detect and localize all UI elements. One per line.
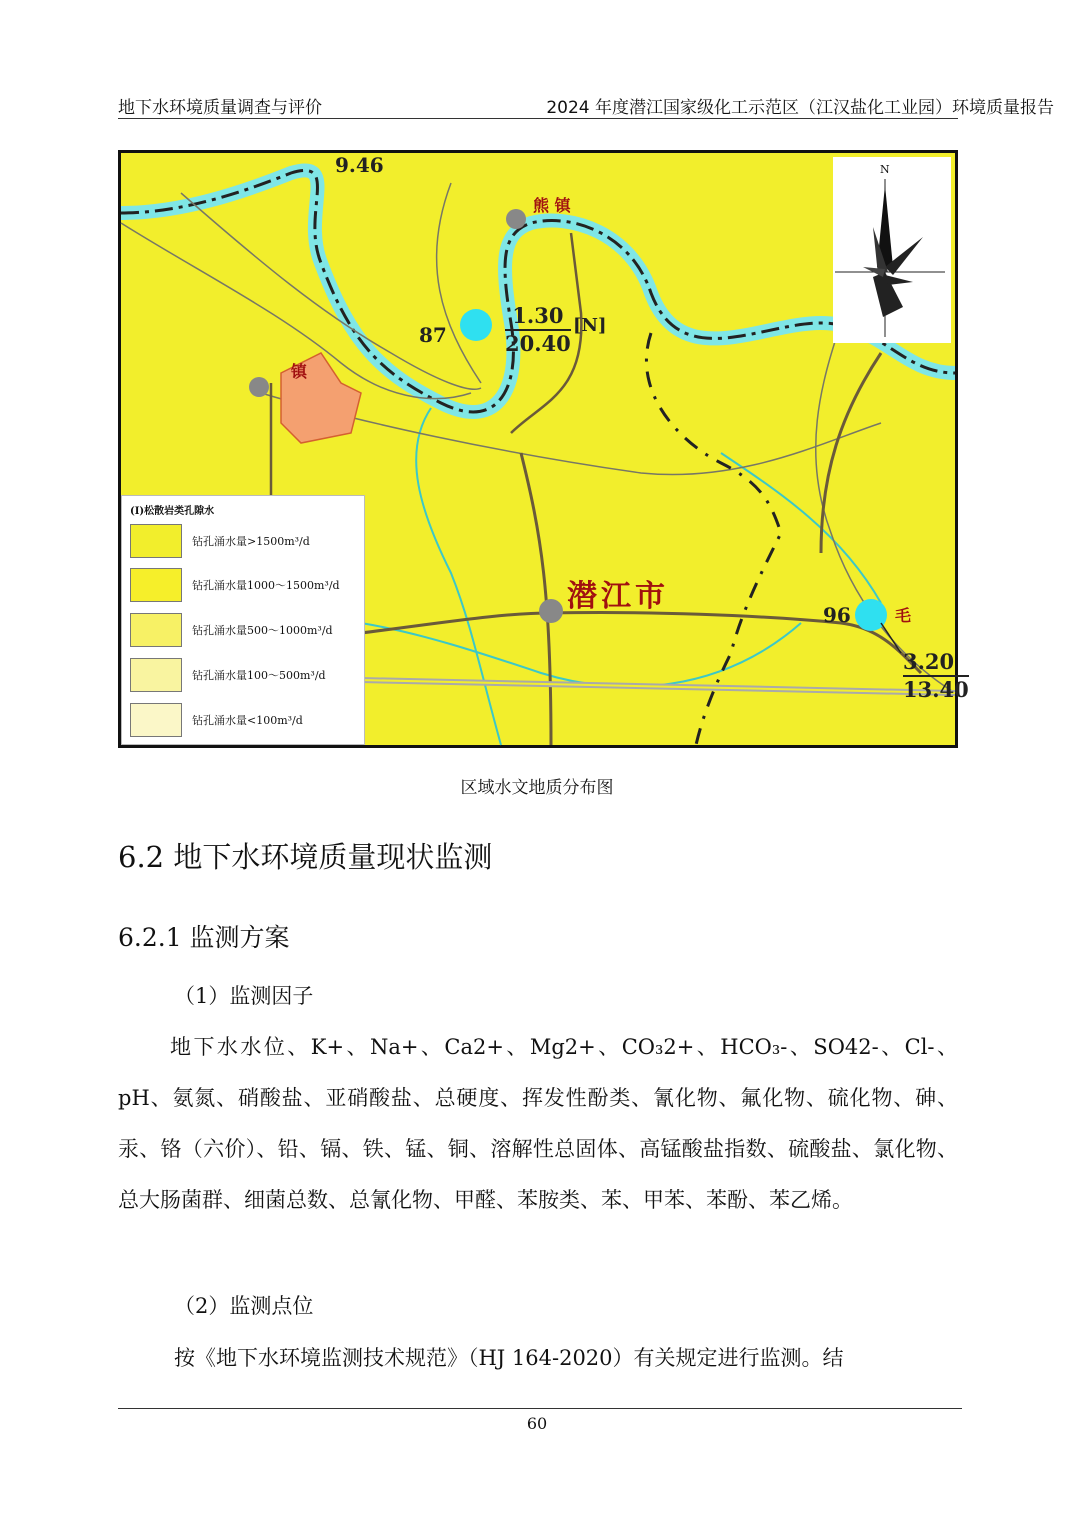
- city-label: 潜江市: [567, 579, 669, 614]
- map-value-top: 9.46: [335, 153, 384, 177]
- item2-title: （2）监测点位: [174, 1294, 314, 1318]
- legend-item: [130, 703, 362, 739]
- item1-paragraph: 地下水水位、K+、Na+、Ca2+、Mg2+、CO₃2+、HCO₃-、SO42-、Cl-、pH、氨氮、硝酸盐、亚硝酸盐、总硬度、挥发性酚类、氰化物、氟化物、硫化物、砷、汞、铬（六价）、铅、镉、铁、锰、铜、溶解性总固体、高锰酸盐指数、硫酸盐、氯化物、总大肠菌群、细菌总数、总氰化物、甲醛、苯胺类、苯、甲苯、苯酚、苯乙烯。: [118, 1035, 958, 1212]
- compass-north-label: N: [880, 163, 890, 176]
- contour-5: [816, 323, 955, 693]
- figure-caption: 区域水文地质分布图: [460, 778, 614, 798]
- section-heading: 6.2 地下水环境质量现状监测: [118, 840, 493, 874]
- fraction-96-bottom: 13.40: [903, 677, 969, 702]
- legend-title: (I)松散岩类孔隙水: [130, 506, 215, 517]
- header-right: 2024 年度潜江国家级化工示范区（江汉盐化工业园）环境质量报告: [546, 98, 1054, 118]
- legend-swatch: [130, 524, 182, 558]
- contour-3: [437, 183, 481, 383]
- fraction-87-tag: [N]: [573, 315, 607, 336]
- legend-swatch: [130, 658, 182, 692]
- legend-swatch: [130, 613, 182, 647]
- town-label-3: 毛: [895, 606, 912, 625]
- header-left: 地下水环境质量调查与评价: [118, 98, 322, 118]
- point-label-87: 87: [419, 323, 447, 347]
- legend-item: [130, 524, 362, 560]
- road-3: [821, 353, 881, 553]
- legend-swatch: [130, 568, 182, 602]
- monitor-point-96: [855, 599, 887, 631]
- item2-paragraph: 按《地下水环境监测技术规范》（HJ 164-2020）有关规定进行监测。结: [174, 1346, 844, 1370]
- stream-3: [721, 453, 881, 603]
- legend-label: 钻孔涌水量<100m³/d: [192, 714, 303, 727]
- monitor-point-87: [460, 309, 492, 341]
- district-boundary: [646, 333, 781, 745]
- fraction-87-bottom: 20.40: [505, 331, 571, 356]
- compass-rose: [833, 157, 951, 343]
- legend-label: 钻孔涌水量1000～1500m³/d: [192, 579, 340, 592]
- map-legend: [121, 495, 365, 745]
- town-label-2: 镇: [291, 362, 308, 381]
- point-label-96: 96: [823, 603, 851, 627]
- page-number: 60: [526, 1414, 548, 1433]
- stream-2: [361, 623, 801, 687]
- legend-label: 钻孔涌水量>1500m³/d: [192, 535, 310, 548]
- fraction-96: [903, 649, 969, 703]
- town-dot-1: [506, 209, 526, 229]
- legend-label: 钻孔涌水量100～500m³/d: [192, 669, 326, 682]
- legend-item: [130, 658, 362, 694]
- subsection-heading: 6.2.1 监测方案: [118, 923, 290, 952]
- town-dot-2: [249, 377, 269, 397]
- town-label-1: 熊 镇: [533, 196, 571, 215]
- legend-swatch: [130, 703, 182, 737]
- fraction-87: [505, 303, 571, 357]
- fraction-87-top: 1.30: [512, 303, 564, 328]
- fraction-96-top: 3.20: [903, 649, 955, 674]
- compass-icon: [833, 157, 951, 343]
- footer-rule: [118, 1408, 962, 1409]
- stream-1: [416, 408, 501, 745]
- railway-inner: [361, 680, 955, 693]
- item1-title: （1）监测因子: [174, 984, 314, 1008]
- legend-label: 钻孔涌水量500～1000m³/d: [192, 624, 333, 637]
- town-dot-3: [539, 599, 563, 623]
- hydrogeology-map: [118, 150, 969, 748]
- road-1: [521, 453, 551, 745]
- header-rule: [118, 118, 958, 119]
- legend-item: [130, 568, 362, 604]
- legend-item: [130, 613, 362, 649]
